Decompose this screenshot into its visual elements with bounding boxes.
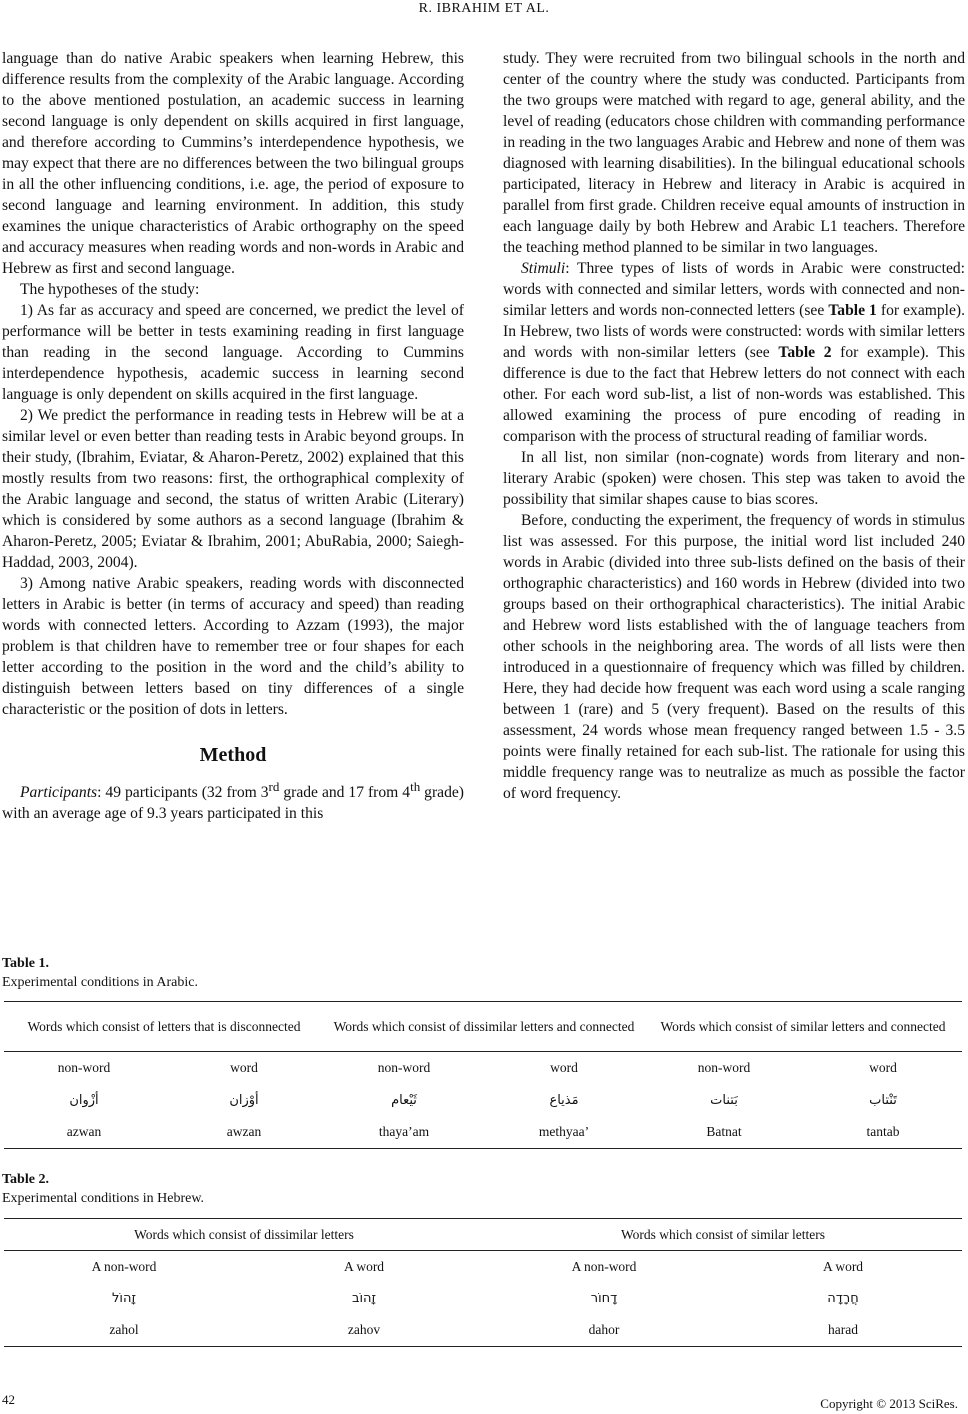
table-subheader-row [4, 1251, 962, 1283]
table-2-caption [2, 1170, 204, 1208]
text-run: for example). This difference is due to the fact that Hebrew letters do not connect with each other. For each word sub-list, a list of non-words was established. This allowed examining the process of pure encoding of reading in comparison with the process of structural reading of familiar words. [503, 344, 966, 445]
column-header: A non-word [571, 1258, 637, 1274]
superscript: rd [268, 779, 280, 794]
table-cell: أزْوان [69, 1093, 99, 1108]
table-cell: بَتنات [710, 1093, 738, 1108]
table-cell: חֲרָדָה [827, 1291, 859, 1306]
table-cell: zahol [109, 1322, 139, 1338]
column-header: A word [822, 1258, 864, 1274]
text-run: for example). In Hebrew, two lists of words were constructed: words with similar letters and words with non-similar letters (see [503, 302, 966, 361]
table-cell: مَذياع [549, 1093, 579, 1108]
table-cell: זָהוֹל [112, 1291, 136, 1306]
column-header: word [869, 1060, 897, 1076]
column-header: non-word [697, 1060, 751, 1076]
text-run: : Three types of lists of words in Arabic were constructed: words with connected and similar letters, words with connected and non-similar letters and words non-connected letters (see [503, 260, 965, 319]
table-cell: זָהוֹב [351, 1291, 377, 1306]
table-1-caption [2, 954, 198, 992]
hypothesis-1: 1) As far as accuracy and speed are concerned, we predict the level of performance will be better in tests examining reading in first language than reading in the second language. According to Cummins interdependence hypothesis, academic success in learning second language is only dependent on skills acquired in the first language. [2, 302, 464, 403]
paragraph: Before, conducting the experiment, the frequency of words in stimulus list was assessed. For this purpose, the initial word list included 240 words in Arabic (divided into three sub-lists defined on the basis of their orthographic characteristics) and 160 words in Hebrew (divided into two groups based on their orthographical characteristics). The initial Arabic and Hebrew word lists established with the of language teachers from other schools in the neighboring area. The words of all lists were then introduced in a questionnaire of frequency which was filled by children. Here, they had decide how frequent was each word using a scale ranging between 1 (rare) and 5 (very frequent). Based on the results of this assessment, 24 words whose mean frequency ranged between 1.5 - 3.5 points were finally retained for each sub-list. The rationale for using this middle frequency range was to neutralize as much as possible the factor of word frequency. [503, 512, 965, 802]
paragraph: In all list, non similar (non-cognate) words from literary and non-literary Arabic (spoken) were chosen. This step was taken to avoid the possibility that similar shapes cause to bias scores. [503, 449, 965, 508]
column-group-header: Words which consist of letters that is disconnected [27, 1018, 301, 1034]
copyright-notice: Copyright © 2013 SciRes. [820, 1396, 958, 1411]
table-cell: awzan [226, 1124, 262, 1140]
table-row [4, 1117, 962, 1149]
hypothesis-2: 2) We predict the performance in reading tests in Hebrew will be at a similar level or even better than reading tests in Arabic beyond groups. In their study, (Ibrahim, Eviatar, & Aharon-Peretz, 2002) explained that this mostly results from two reasons: first, the orthographical complexity of the Arabic language and second, the status of written Arabic (Literary) which is considered by some authors as a second language (Ibrahim & Aharon-Peretz, 2005; Eviatar & Ibrahim, 2001; AbuRabia, 2000; Saiegh-Haddad, 2003, 2004). [2, 407, 464, 571]
column-group-header: Words which consist of similar letters and connected [660, 1018, 946, 1034]
hypothesis-3: 3) Among native Arabic speakers, reading words with disconnected letters in Arabic is better (in terms of accuracy and speed) than reading words with connected letters. According to Azzam (1993), the major problem is that children have to remember tree or four shapes for each letter according to the position in the word and the child’s ability to distinguish between letters based on tiny differences of a single characteristic or the position of dots in letters. [2, 575, 464, 718]
table-2 [4, 1218, 962, 1347]
right-column [503, 48, 965, 804]
table-cell: harad [828, 1322, 858, 1338]
table-1-number: Table 1. [2, 956, 49, 971]
text-run: grade and 17 from 4 [279, 784, 411, 802]
column-group-header: Words which consist of dissimilar letters and connected [333, 1018, 635, 1034]
table-reference-link[interactable]: Table 1 [828, 302, 877, 319]
column-group-header: Words which consist of similar letters [620, 1226, 825, 1242]
table-reference-link[interactable]: Table 2 [778, 344, 832, 361]
column-header: non-word [57, 1060, 111, 1076]
left-column [2, 48, 464, 824]
table-cell: zahov [347, 1322, 381, 1338]
table-row [4, 1283, 962, 1315]
table-1 [4, 1001, 962, 1149]
participants-paragraph [2, 776, 464, 824]
table-1-title: Experimental conditions in Arabic. [2, 975, 198, 990]
column-group-header: Words which consist of dissimilar letters [134, 1226, 354, 1242]
column-header: A word [343, 1258, 385, 1274]
table-cell: tantab [866, 1124, 900, 1140]
column-header: word [550, 1060, 578, 1076]
column-header: non-word [377, 1060, 431, 1076]
table-cell: thaya’am [378, 1124, 430, 1140]
superscript: th [410, 779, 421, 794]
table-cell: أوْزان [229, 1093, 259, 1108]
column-header: word [230, 1060, 258, 1076]
table-cell: methyaa’ [538, 1124, 590, 1140]
section-heading-method: Method [199, 744, 267, 766]
page-number: 42 [2, 1392, 15, 1407]
paragraph: study. They were recruited from two bilingual schools in the north and center of the country where the study was conducted. Participants from the two groups were matched with regard to age, general ability, and the level of reading (educators chose children with commanding performance in reading in the two languages Arabic and Hebrew and none of them was diagnosed with learning disabilities). In the bilingual educational schools participated, literacy in Hebrew and literacy in Arabic is acquired in parallel from first grade. Children receive equal amounts of instruction in each language daily by both Hebrew and Arabic L1 teachers. Therefore the teaching method planned to be similar in two languages. [503, 50, 965, 256]
paragraph: language than do native Arabic speakers when learning Hebrew, this difference results from the complexity of the Arabic language. According to the above mentioned postulation, an academic success in learning second language is only dependent on skills acquired in first language, and therefore according to Cummins’s interdependence hypothesis, we may expect that there are no differences between the two bilingual groups in all the other influencing conditions, i.e. age, the period of exposure to second language and learning environment. In addition, this study examines the unique characteristics of Arabic orthography on the speed and accuracy measures when reading words and non-words in Arabic and Hebrew as first and second language. [2, 50, 464, 277]
table-2-number: Table 2. [2, 1172, 49, 1187]
table-header-row [4, 1002, 962, 1052]
table-cell: dahor [588, 1322, 620, 1338]
hypotheses-intro: The hypotheses of the study: [20, 281, 200, 298]
table-cell: ثَيْعام [391, 1093, 417, 1108]
table-cell: azwan [66, 1124, 102, 1140]
table-header-row [4, 1219, 962, 1251]
text-run: grade) with an average age of 9.3 years participated in this [2, 784, 464, 823]
stimuli-label: Stimuli [521, 260, 566, 277]
participants-label: Participants [20, 784, 98, 802]
table-cell: Batnat [706, 1124, 742, 1140]
text-run: : 49 participants (32 from 3 [97, 784, 269, 802]
running-head: R. IBRAHIM ET AL. [418, 1, 550, 16]
table-row [4, 1085, 962, 1117]
column-header: A non-word [91, 1258, 157, 1274]
table-row [4, 1315, 962, 1347]
table-2-title: Experimental conditions in Hebrew. [2, 1191, 205, 1206]
stimuli-paragraph [503, 258, 965, 447]
table-cell: تَنْتاب [869, 1093, 897, 1108]
table-subheader-row [4, 1052, 962, 1085]
table-cell: דָחוֹר [590, 1291, 618, 1306]
